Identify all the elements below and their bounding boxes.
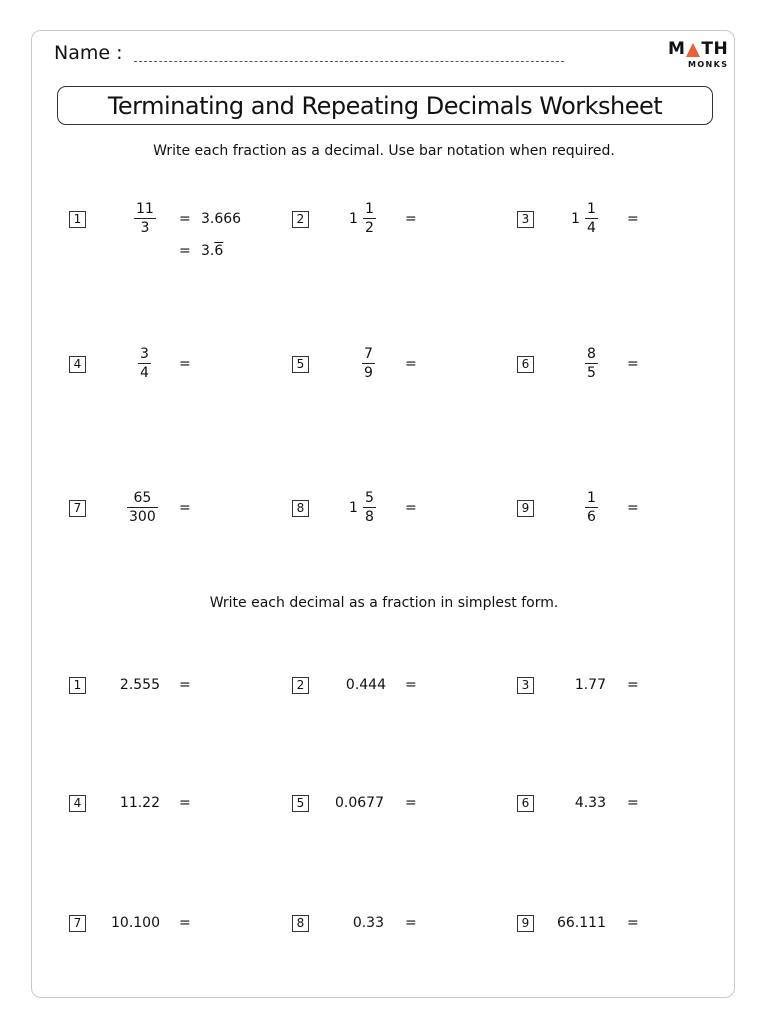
fraction xyxy=(134,200,156,237)
logo-letters-th: TH xyxy=(701,39,729,59)
numerator: 1 xyxy=(587,201,596,217)
equals-sign: = xyxy=(405,211,417,227)
problem-number: 2 xyxy=(292,211,309,228)
fraction xyxy=(363,200,376,237)
problem-number: 8 xyxy=(292,500,309,517)
fraction xyxy=(362,345,375,382)
problem-number: 9 xyxy=(517,500,534,517)
equals-sign: = xyxy=(179,211,191,227)
equals-sign: = xyxy=(627,677,639,693)
decimal-value: 4.33 xyxy=(574,795,606,811)
numerator: 1 xyxy=(365,201,374,217)
problem-number: 5 xyxy=(292,356,309,373)
problem-number: 1 xyxy=(69,211,86,228)
numerator: 8 xyxy=(587,346,596,362)
logo-subtitle: MONKS xyxy=(688,60,729,69)
problem-number: 7 xyxy=(69,500,86,517)
fraction xyxy=(138,345,151,382)
numerator: 11 xyxy=(136,201,154,217)
numerator: 65 xyxy=(133,490,152,506)
logo-letter-m: M xyxy=(668,39,686,59)
equals-sign: = xyxy=(179,795,191,811)
problem-number: 8 xyxy=(292,915,309,932)
decimal-value: 66.111 xyxy=(557,915,606,931)
denominator: 8 xyxy=(365,509,374,525)
problem-number: 3 xyxy=(517,211,534,228)
equals-sign: = xyxy=(179,500,191,516)
answer-bar-notation xyxy=(201,243,223,259)
decimal-value: 0.0677 xyxy=(335,795,384,811)
equals-sign: = xyxy=(405,915,417,931)
fraction xyxy=(585,200,598,237)
denominator: 5 xyxy=(587,365,596,381)
equals-sign: = xyxy=(627,211,639,227)
problem-number: 3 xyxy=(517,677,534,694)
math-monks-logo xyxy=(668,41,730,71)
name-line[interactable] xyxy=(134,61,564,62)
equals-sign: = xyxy=(405,677,417,693)
problem-number: 4 xyxy=(69,356,86,373)
section2-instruction: Write each decimal as a fraction in simplest form. xyxy=(209,595,559,611)
problem-number: 2 xyxy=(292,677,309,694)
equals-sign: = xyxy=(405,795,417,811)
equals-sign: = xyxy=(627,795,639,811)
denominator: 300 xyxy=(129,509,156,525)
problem-number: 6 xyxy=(517,356,534,373)
equals-sign: = xyxy=(179,243,191,259)
equals-sign: = xyxy=(405,356,417,372)
problem-number: 1 xyxy=(69,677,86,694)
repeating-digit: 6 xyxy=(214,243,224,259)
fraction xyxy=(585,489,598,526)
equals-sign: = xyxy=(179,356,191,372)
denominator: 2 xyxy=(365,220,374,236)
equals-sign: = xyxy=(405,500,417,516)
name-label: Name : xyxy=(54,42,123,64)
equals-sign: = xyxy=(179,915,191,931)
whole-number: 1 xyxy=(349,500,358,516)
decimal-value: 0.444 xyxy=(345,677,386,693)
equals-sign: = xyxy=(627,915,639,931)
problem-number: 6 xyxy=(517,795,534,812)
decimal-value: 1.77 xyxy=(574,677,606,693)
fraction xyxy=(585,345,598,382)
numerator: 7 xyxy=(364,346,373,362)
fraction xyxy=(363,489,376,526)
denominator: 4 xyxy=(140,365,149,381)
problem-number: 4 xyxy=(69,795,86,812)
numerator: 3 xyxy=(140,346,149,362)
problem-number: 5 xyxy=(292,795,309,812)
answer-integer-part: 3. xyxy=(201,243,215,259)
problem-number: 7 xyxy=(69,915,86,932)
denominator: 4 xyxy=(587,220,596,236)
equals-sign: = xyxy=(627,356,639,372)
logo-triangle-icon xyxy=(686,43,700,57)
equals-sign: = xyxy=(179,677,191,693)
whole-number: 1 xyxy=(571,211,580,227)
equals-sign: = xyxy=(627,500,639,516)
decimal-value: 2.555 xyxy=(119,677,160,693)
numerator: 1 xyxy=(587,490,596,506)
denominator: 6 xyxy=(587,509,596,525)
problem-number: 9 xyxy=(517,915,534,932)
whole-number: 1 xyxy=(349,211,358,227)
decimal-value: 0.33 xyxy=(352,915,384,931)
numerator: 5 xyxy=(365,490,374,506)
worksheet-title: Terminating and Repeating Decimals Worksheet xyxy=(107,91,663,120)
denominator: 3 xyxy=(140,220,150,236)
section1-instruction: Write each fraction as a decimal. Use bar notation when required. xyxy=(153,143,615,159)
decimal-value: 11.22 xyxy=(119,795,160,811)
title-box xyxy=(57,86,713,125)
answer-expanded: 3.666 xyxy=(201,211,242,227)
denominator: 9 xyxy=(364,365,373,381)
decimal-value: 10.100 xyxy=(111,915,160,931)
fraction xyxy=(127,489,158,526)
